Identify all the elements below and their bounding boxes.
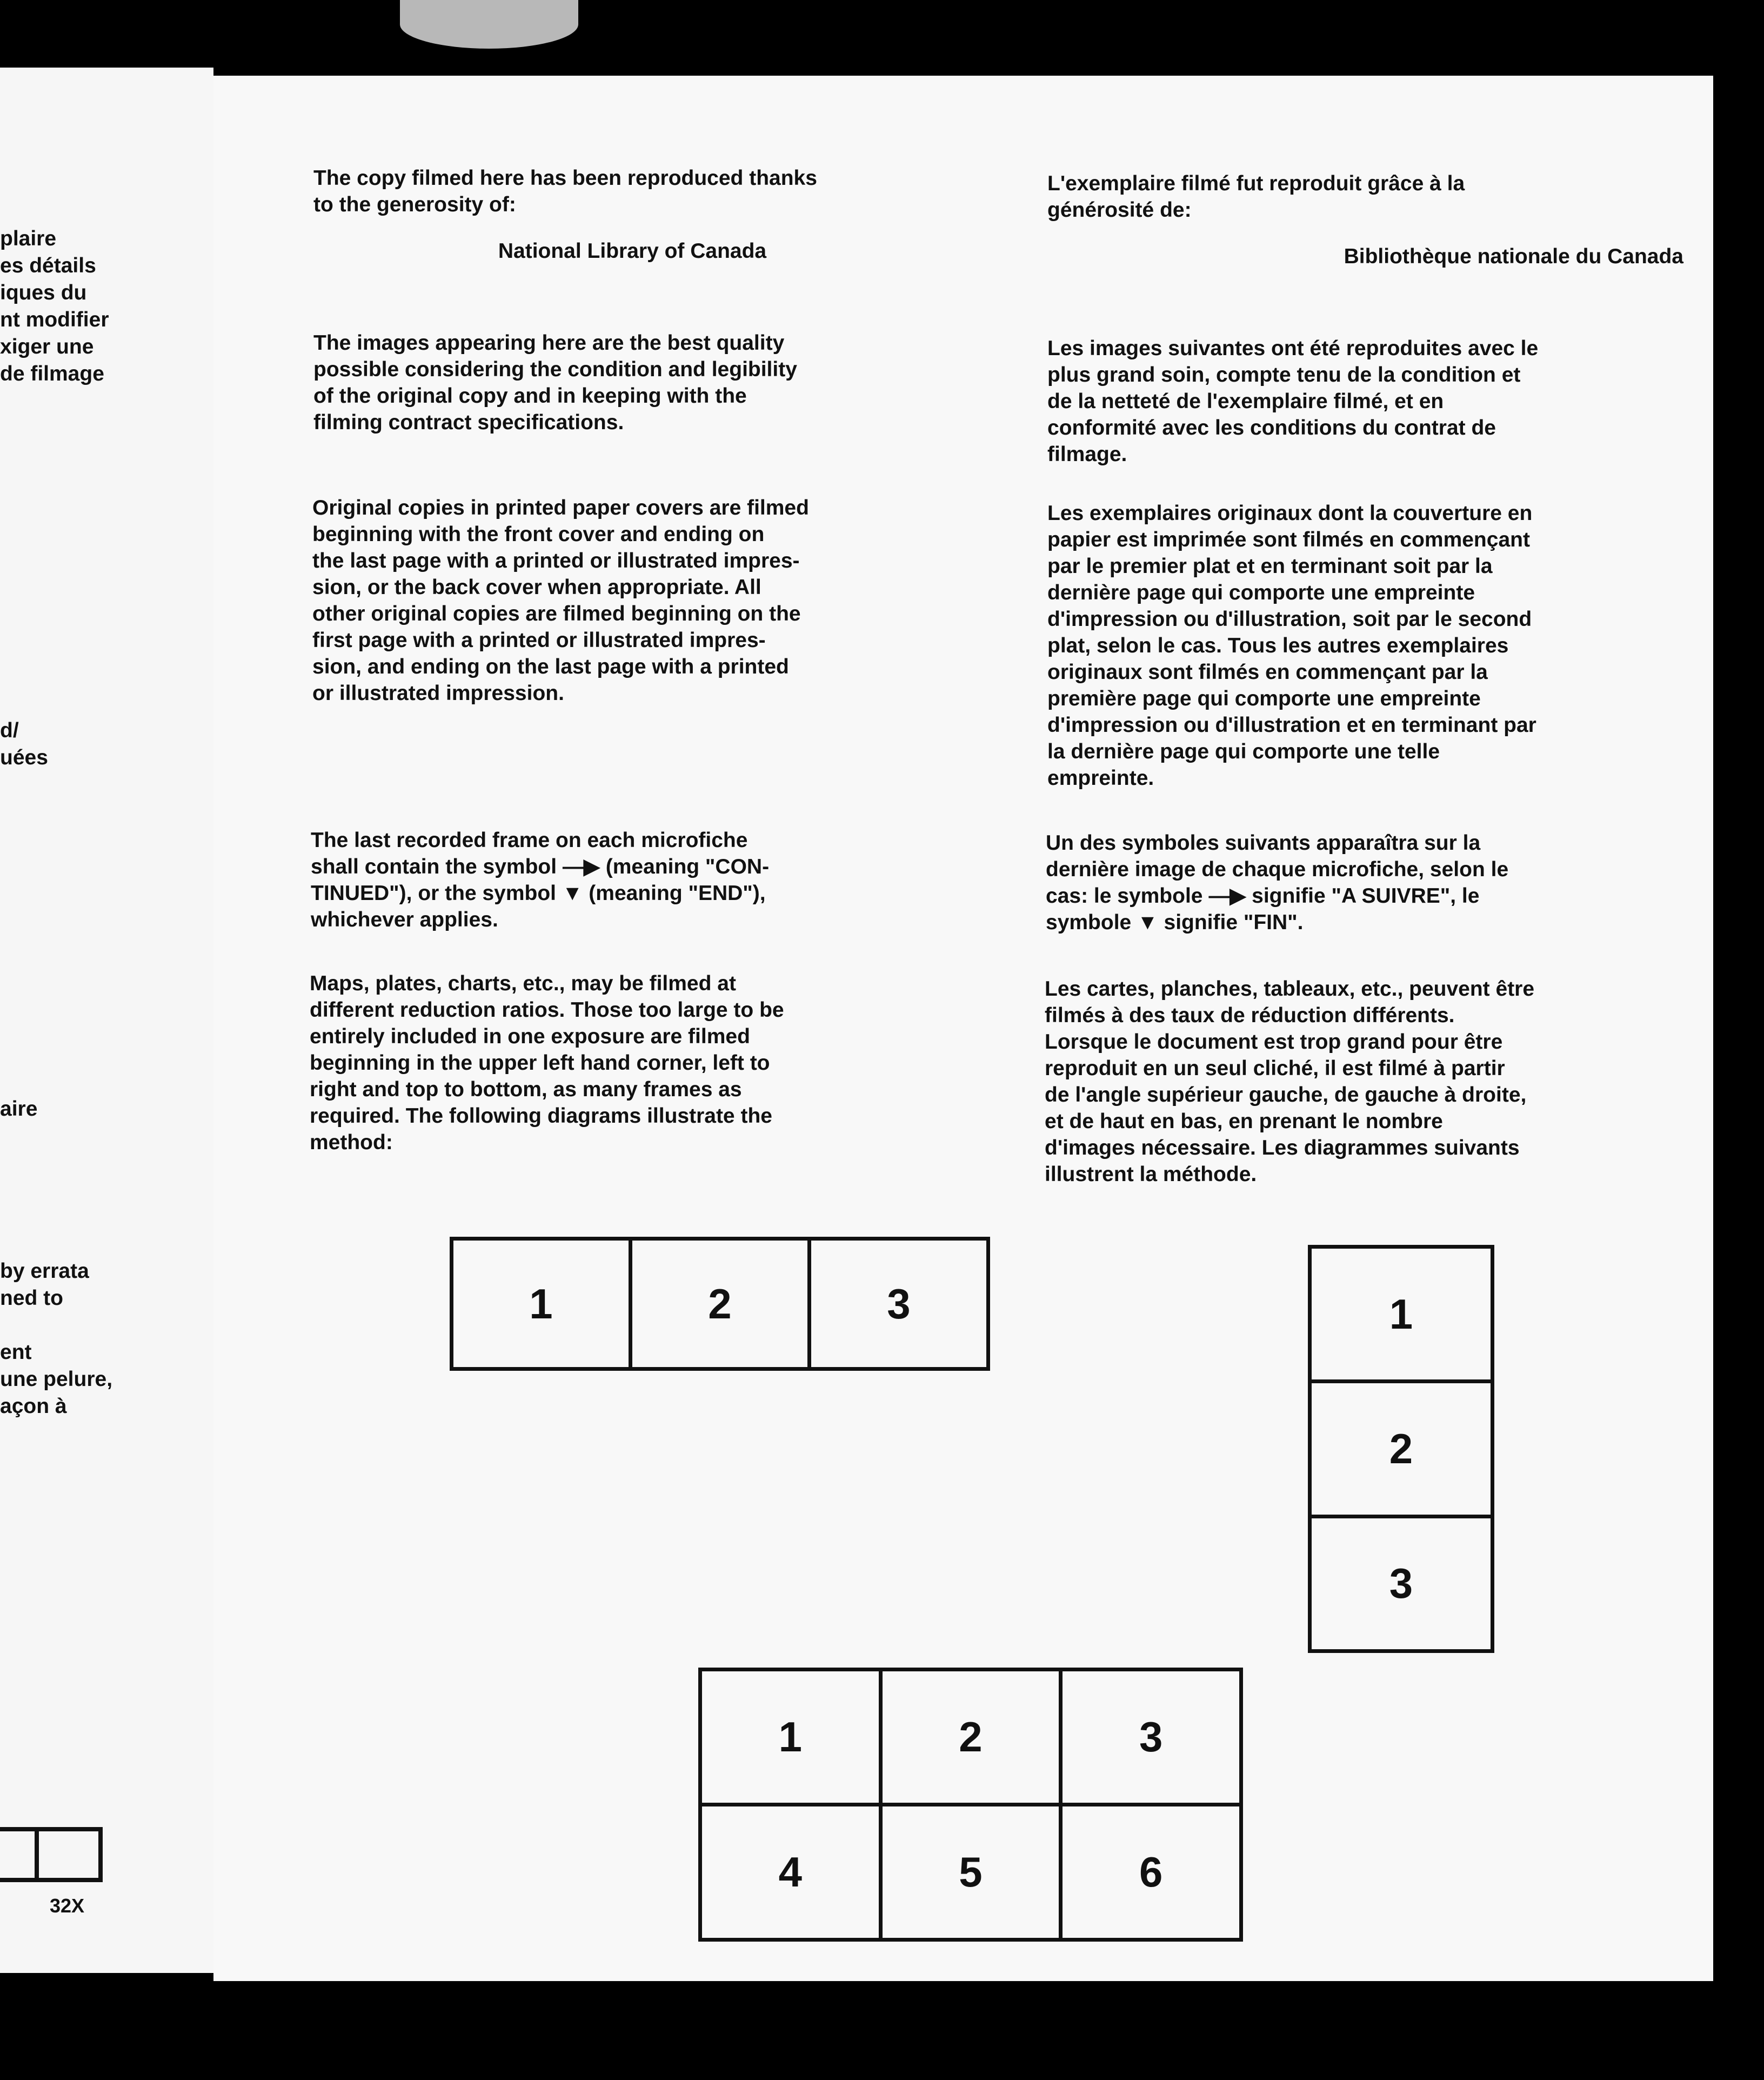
- diagram-cell: 2: [1312, 1383, 1491, 1514]
- diagram-vertical-column: [1308, 1245, 1494, 1653]
- french-p4: Un des symboles suivants apparaîtra sur la dernière image de chaque microfiche, selon le cas: le symbole —▶ signifie "A SUIVRE", le symbole ▼ signifie "FIN".: [1046, 831, 1509, 934]
- english-p3: Original copies in printed paper covers are filmed beginning with the front cover and ending on the last page with a printed or illustrated impres- sion, or the back cover when appropriate. All other original copies are filmed beginning on the first page with a printed or illustrated impres- sion, and ending on the last page with a printed or illustrated impression.: [312, 496, 809, 705]
- english-p5: Maps, plates, charts, etc., may be filmed at different reduction ratios. Those too large to be entirely included in one exposure are filmed beginning in the upper left hand corner, left to right and top to bottom, as many frames as required. The following diagrams illustrate the method:: [310, 972, 784, 1154]
- diagram-cell: 5: [883, 1806, 1059, 1938]
- french-p1: L'exemplaire filmé fut reproduit grâce à la générosité de:: [1047, 172, 1465, 222]
- fragment-line: es détails: [0, 254, 96, 277]
- fragment-line: plaire: [0, 227, 57, 250]
- resolution-target-boxes: [0, 1827, 103, 1882]
- fragment-line: de filmage: [0, 362, 104, 385]
- diagram-cell: 3: [1312, 1518, 1491, 1649]
- english-column: [313, 165, 935, 218]
- fragment-line: by errata: [0, 1259, 89, 1283]
- reduction-label: 32X: [50, 1895, 85, 1917]
- fragment-line: uées: [0, 746, 48, 769]
- previous-page-fragment: [0, 68, 213, 1973]
- fragment-line: ned to: [0, 1286, 63, 1310]
- diagram-cell: 1: [453, 1241, 629, 1367]
- english-p2: The images appearing here are the best quality possible considering the condition and legibility of the original copy and in keeping with the filming contract specifications.: [313, 331, 797, 434]
- french-p2: Les images suivantes ont été reproduites avec le plus grand soin, compte tenu de la condition et de la netteté de l'exemplaire filmé, et en conformité avec les conditions du contrat de filmage.: [1047, 337, 1539, 466]
- diagram-cell: 3: [811, 1241, 986, 1367]
- fragment-line: açon à: [0, 1395, 67, 1418]
- english-p4: The last recorded frame on each microfiche shall contain the symbol —▶ (meaning "CON- TINUED"), or the symbol ▼ (meaning "END"), whichever applies.: [311, 829, 770, 931]
- fragment-line: nt modifier: [0, 308, 109, 331]
- fragment-line: iques du: [0, 281, 87, 304]
- french-p3: Les exemplaires originaux dont la couverture en papier est imprimée sont filmés en commençant par le premier plat et en terminant soit par la dernière page qui comporte une empreinte d'impression ou d'illustration, soit par le second plat, selon le cas. Tous les autres exemplaires originaux sont filmés en commençant par la première page qui comporte une empreinte d'impression ou d'illustration et en terminant par la dernière page qui comporte une telle empreinte.: [1047, 502, 1536, 790]
- diagram-cell: 1: [1312, 1249, 1491, 1379]
- diagram-cell: 1: [702, 1671, 879, 1803]
- english-library-name: National Library of Canada: [498, 239, 767, 263]
- diagram-horizontal-row: [450, 1237, 990, 1371]
- diagram-six-grid: [698, 1668, 1243, 1942]
- fragment-line: une pelure,: [0, 1368, 113, 1391]
- french-p5: Les cartes, planches, tableaux, etc., peuvent être filmés à des taux de réduction différents. Lorsque le document est trop grand pour être reproduit en un seul cliché, il est filmé à partir de l'angle supérieur gauche, de gauche à droite, et de haut en bas, en prenant le nombre d'images nécessaire. Les diagrammes suivants illustrent la méthode.: [1045, 977, 1535, 1186]
- diagram-cell: 2: [883, 1671, 1059, 1803]
- torn-paper-mark: [400, 0, 578, 49]
- fragment-line: xiger une: [0, 335, 94, 358]
- fragment-line: aire: [0, 1097, 38, 1121]
- english-p1: The copy filmed here has been reproduced thanks to the generosity of:: [313, 166, 817, 216]
- fragment-line: d/: [0, 719, 19, 742]
- diagram-cell: 6: [1063, 1806, 1239, 1938]
- diagram-cell: 3: [1063, 1671, 1239, 1803]
- diagram-cell: 4: [702, 1806, 879, 1938]
- filming-notice-page: [213, 76, 1713, 1981]
- french-library-name: Bibliothèque nationale du Canada: [1344, 245, 1683, 268]
- diagram-cell: 2: [632, 1241, 807, 1367]
- fragment-line: ent: [0, 1341, 32, 1364]
